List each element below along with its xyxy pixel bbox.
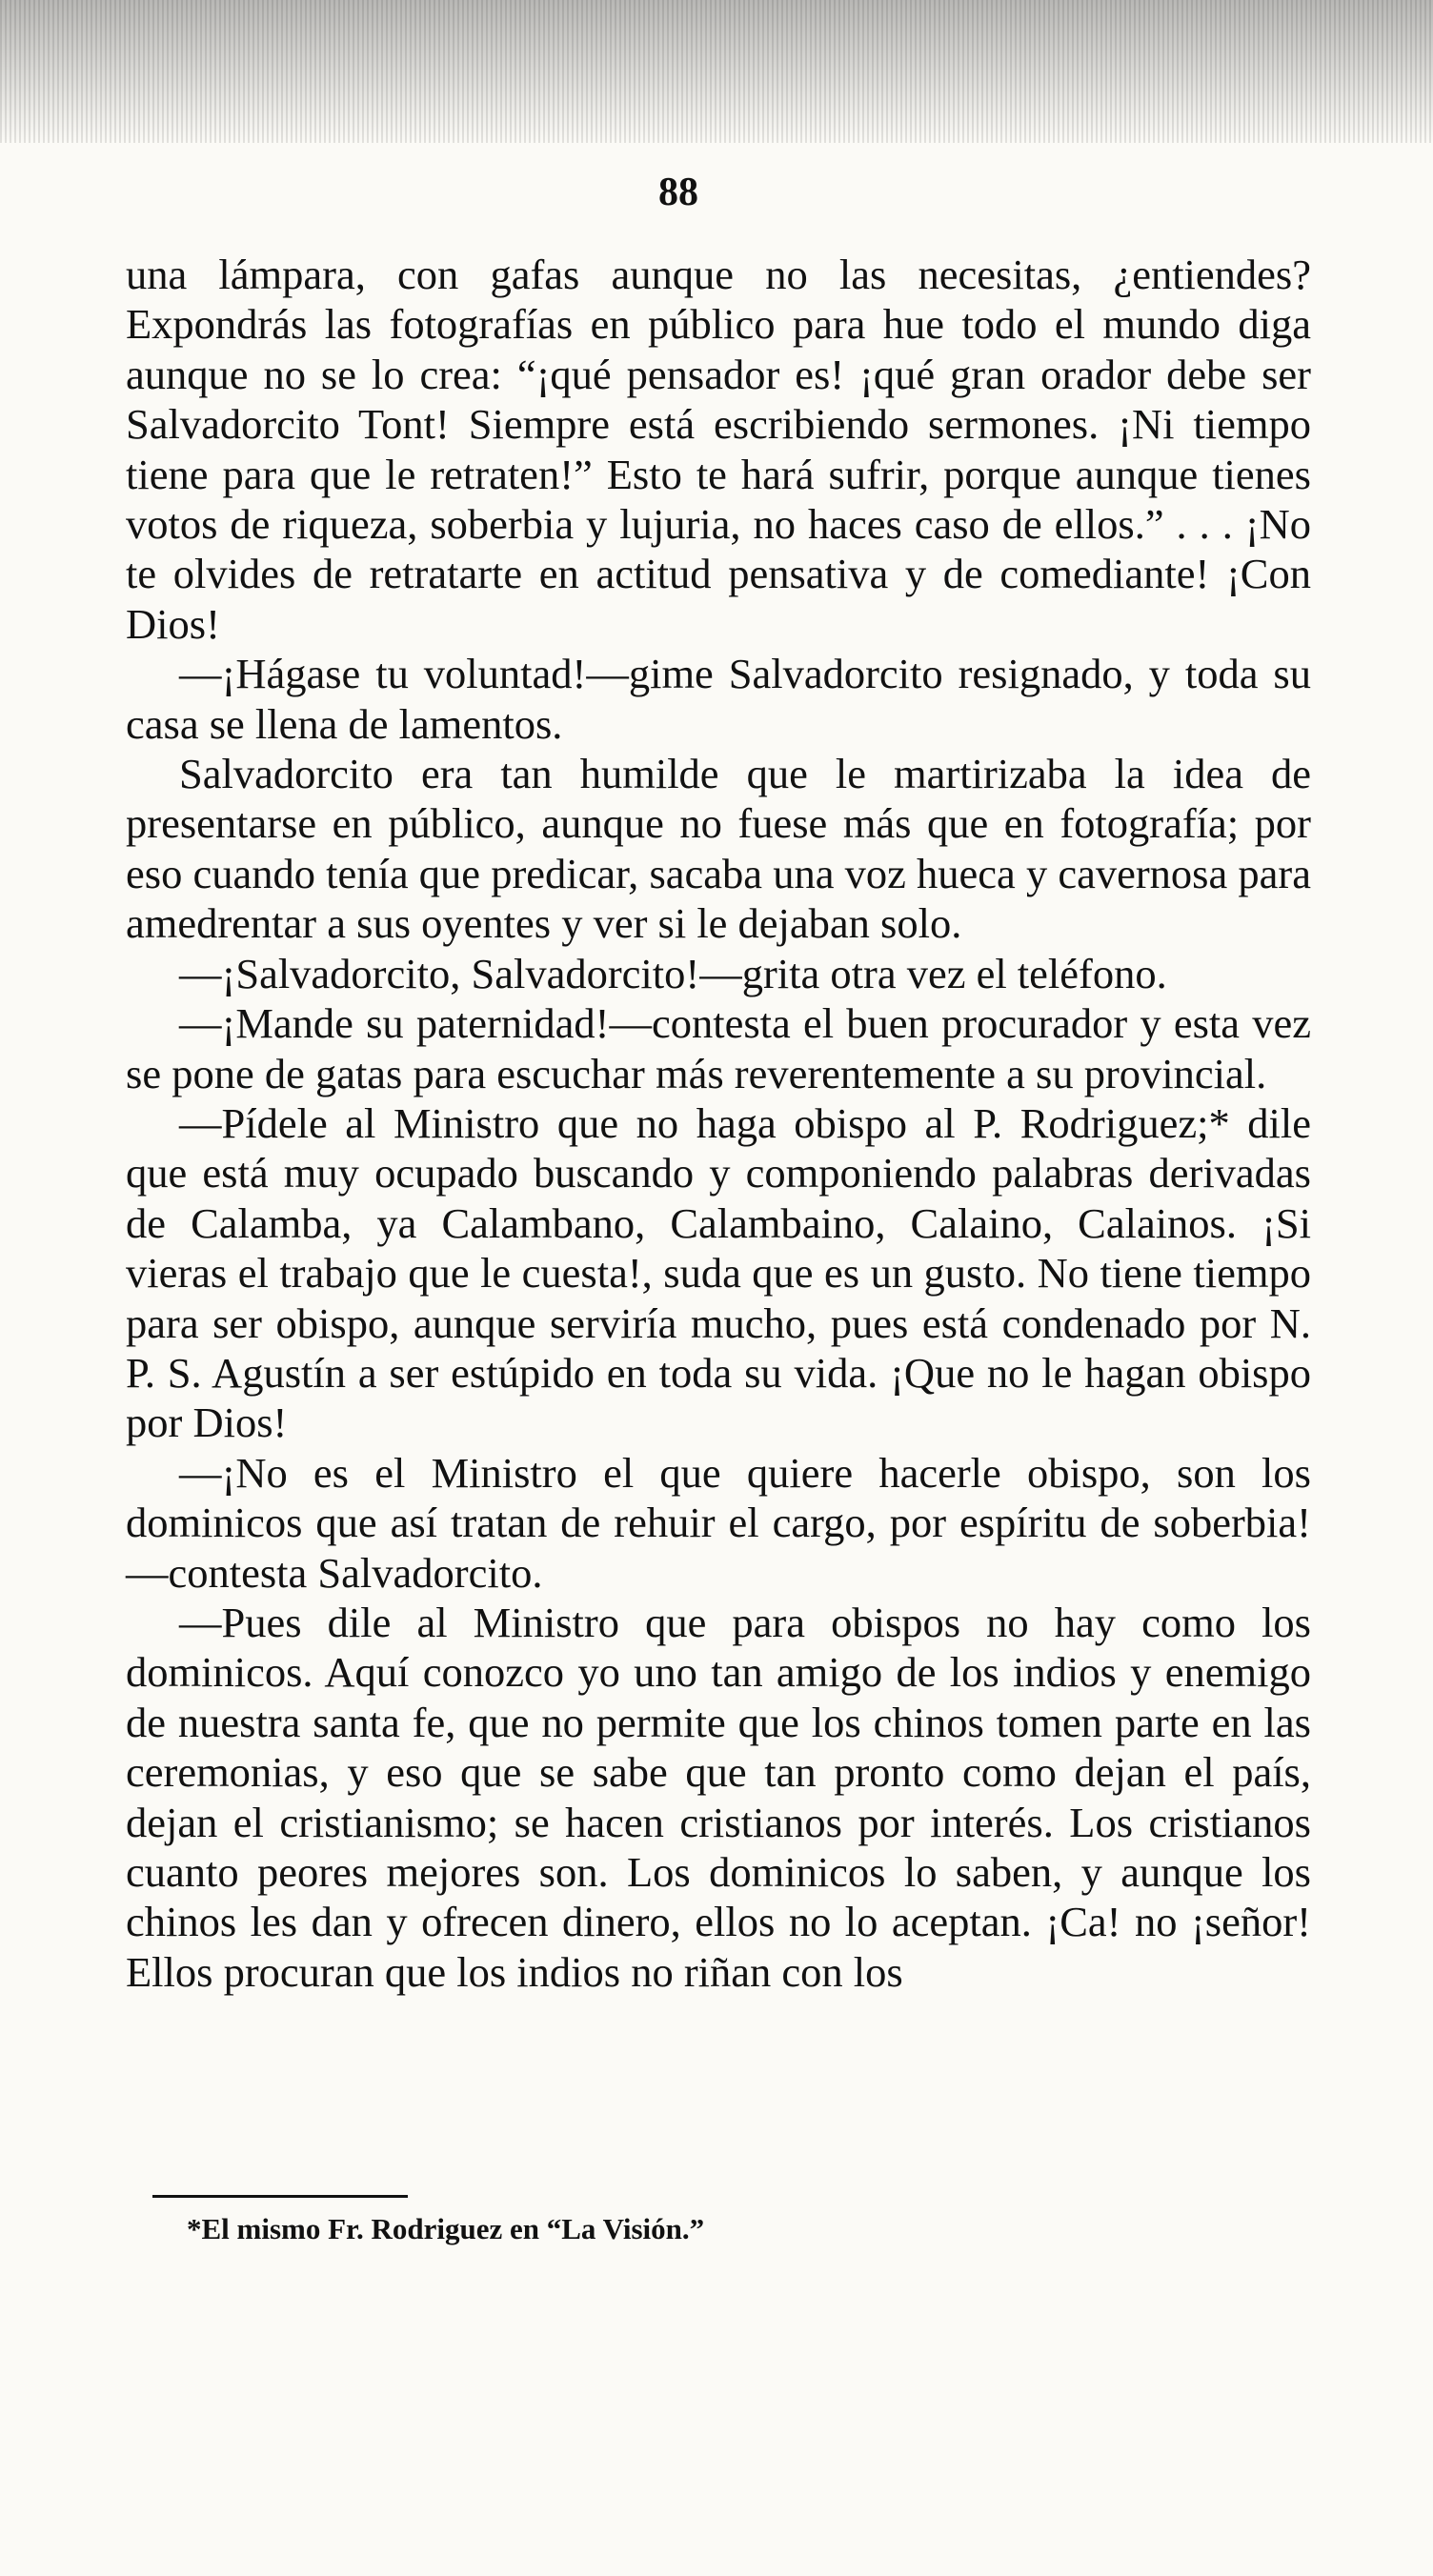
scan-border bbox=[0, 0, 1433, 143]
paragraph-8: —Pues dile al Ministro que para obispos no hay como los dominicos. Aquí conozco yo uno tan amigo de los indios y enemigo de nuestra santa fe, que no permite que los chinos tomen parte en las ceremonias, y eso que se sabe que tan pronto como dejan el país, dejan el cristianismo; se hacen cristianos por interés. Los cristianos cuanto peores mejores son. Los dominicos lo saben, y aunque los chinos les dan y ofrecen dinero, ellos no lo aceptan. ¡Ca! no ¡señor! Ellos procuran que los indios no riñan con los bbox=[126, 1598, 1311, 1996]
paragraph-4: —¡Salvadorcito, Salvadorcito!—grita otra vez el teléfono. bbox=[179, 949, 1167, 997]
body-text bbox=[126, 250, 1311, 1997]
page-number: 88 bbox=[658, 171, 698, 214]
footnote: *El mismo Fr. Rodriguez en “La Visión.” bbox=[187, 2212, 705, 2245]
paragraph-3: Salvadorcito era tan humilde que le martirizaba la idea de presentarse en público, aunque no fuese más que en fotografía; por eso cuando tenía que predicar, sacaba una voz hueca y cavernosa para amedrentar a sus oyentes y ver si le dejaban solo. bbox=[126, 750, 1311, 948]
paragraph-2: —¡Hágase tu voluntad!—gime Salvadorcito resignado, y toda su casa se llena de lamentos. bbox=[126, 650, 1311, 748]
paragraph-7: —¡No es el Ministro el que quiere hacerle obispo, son los dominicos que así tratan de rehuir el cargo, por espíritu de soberbia!—contesta Salvadorcito. bbox=[126, 1448, 1311, 1597]
footnote-divider bbox=[152, 2195, 408, 2198]
paragraph-6: —Pídele al Ministro que no haga obispo al P. Rodriguez;* dile que está muy ocupado buscando y componiendo palabras derivadas de Calamba, ya Calambano, Calambaino, Calaino, Calainos. ¡Si vieras el trabajo que le cuesta!, suda que es un gusto. No tiene tiempo para ser obispo, aunque serviría mucho, pues está condenado por N. P. S. Agustín a ser estúpido en toda su vida. ¡Que no le hagan obispo por Dios! bbox=[126, 1098, 1311, 1447]
paragraph-5: —¡Mande su paternidad!—contesta el buen procurador y esta vez se pone de gatas para escuchar más reverentemente a su provincial. bbox=[126, 999, 1311, 1097]
paragraph-1: una lámpara, con gafas aunque no las necesitas, ¿entiendes? Expondrás las fotografías en público para hue todo el mundo diga aunque no se lo crea: “¡qué pensador es! ¡qué gran orador debe ser Salvadorcito Tont! Siempre está escribiendo sermones. ¡Ni tiempo tiene para que le retraten!” Esto te hará sufrir, porque aunque tienes votos de riqueza, soberbia y lujuria, no haces caso de ellos.” . . . ¡No te olvides de retratarte en actitud pensativa y de comediante! ¡Con Dios! bbox=[126, 251, 1311, 648]
